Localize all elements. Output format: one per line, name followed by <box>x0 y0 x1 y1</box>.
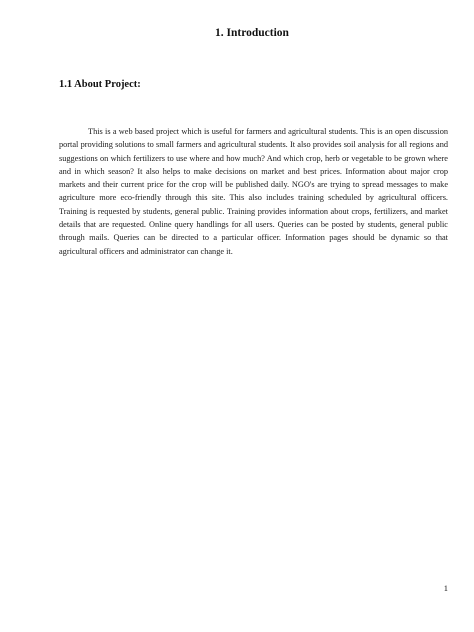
body-paragraph: This is a web based project which is useful for farmers and agricultural students. This is an open discussion portal providing solutions to small farmers and agricultural students. It also provides soil analysis for all regions and suggestions on which fertilizers to use where and how much? And which crop, herb or vegetable to be grown where and in which season? It also helps to make decisions on market and best prices. Information about major crop markets and their current price for the crop will be published daily. NGO's are trying to spread messages to make agriculture more eco-friendly through this site. This also includes training scheduled by agricultural officers. Training is requested by students, general public. Training provides information about crops, fertilizers, and market details that are requested. Online query handlings for all users. Queries can be posted by students, general public through mails. Queries can be directed to a particular officer. Information pages should be dynamic so that agricultural officers and administrator can change it. <box>59 127 448 256</box>
page-number: 1 <box>443 583 448 593</box>
chapter-heading: 1. Introduction <box>215 27 289 39</box>
section-heading: 1.1 About Project: <box>59 79 141 90</box>
